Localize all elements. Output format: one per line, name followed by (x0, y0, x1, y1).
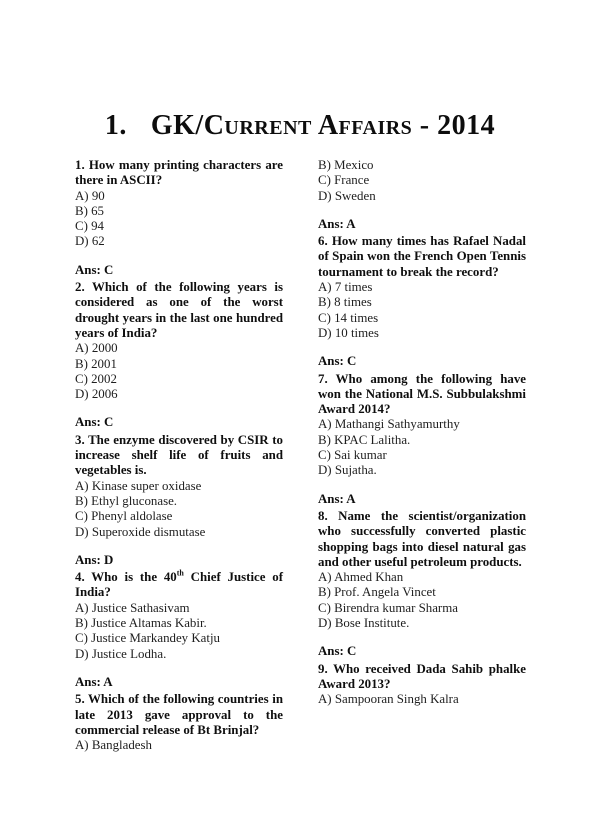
question-block-3 (75, 433, 283, 568)
option-item: D) 62 (75, 234, 105, 249)
chapter-title: GK/Current Affairs - 2014 (150, 110, 496, 141)
option-item: D) 10 times (318, 325, 379, 340)
question-block-5-continued (318, 158, 526, 232)
question-block-6 (318, 234, 526, 369)
option-item: B) KPAC Lalitha. (318, 432, 411, 447)
question-text: 7. Who among the following have won the National M.S. Subbulakshmi Award 2014? (318, 371, 526, 417)
answer-label: Ans: C (318, 644, 357, 659)
answer-label: Ans: D (75, 552, 114, 567)
page-title (0, 110, 600, 142)
option-item: C) 14 times (318, 310, 379, 325)
right-column (318, 158, 526, 753)
question-text: 5. Which of the following countries in late 2013 gave approval to the commercial release of Bt Brinjal? (75, 692, 283, 737)
option-item: B) Ethyl gluconase. (75, 493, 178, 508)
question-text: 8. Name the scientist/organization who successfully converted plastic shopping bags into diesel natural gas and other useful petroleum products. (318, 508, 526, 569)
question-block-5 (75, 692, 283, 753)
question-block-9 (318, 662, 526, 708)
question-block-8 (318, 509, 526, 660)
option-item: B) Prof. Angela Vincet (318, 585, 436, 600)
option-item: D) 2006 (75, 387, 118, 402)
option-item: A) 2000 (75, 341, 118, 356)
option-item: C) 2002 (75, 371, 117, 386)
chapter-number: 1. (104, 110, 127, 141)
option-item: A) Kinase super oxidase (75, 478, 202, 493)
option-item: C) 94 (75, 219, 105, 234)
option-item: A) Justice Sathasivam (75, 600, 190, 615)
question-text: 6. How many times has Rafael Nadal of Spain won the French Open Tennis tournament to break the record? (318, 234, 526, 279)
option-item: C) France (318, 173, 370, 188)
option-item: B) 8 times (318, 295, 372, 310)
question-text (75, 570, 283, 601)
option-item: A) Sampooran Singh Kalra (318, 692, 459, 707)
option-item: D) Bose Institute. (318, 616, 410, 631)
question-text-part: Chief Justice of India? (75, 570, 283, 600)
question-text-part: 4. Who is the 40 (75, 570, 177, 585)
two-column-layout (75, 158, 526, 753)
option-item: C) Phenyl aldolase (75, 509, 173, 524)
option-item: A) Bangladesh (75, 738, 152, 753)
option-item: D) Sweden (318, 188, 376, 203)
option-item: A) Ahmed Khan (318, 570, 404, 585)
option-item: B) Justice Altamas Kabir. (75, 616, 207, 631)
question-text: 9. Who received Dada Sahib phalke Award 2013? (318, 661, 526, 691)
answer-label: Ans: C (318, 354, 357, 369)
question-block-4 (75, 570, 283, 690)
option-item: B) 65 (75, 203, 105, 218)
question-text: 1. How many printing characters are there in ASCII? (75, 158, 283, 188)
question-text: 2. Which of the following years is considered as one of the worst drought years in the last one hundred years of India? (75, 280, 283, 340)
option-item: A) 7 times (318, 280, 373, 295)
answer-label: Ans: C (75, 262, 114, 277)
question-block-7 (318, 372, 526, 507)
option-item: D) Justice Lodha. (75, 646, 167, 661)
option-item: D) Superoxide dismutase (75, 524, 206, 539)
answer-label: Ans: A (318, 216, 356, 231)
answer-label: Ans: C (75, 415, 114, 430)
ordinal-superscript: th (176, 568, 184, 578)
option-item: C) Justice Markandey Katju (75, 631, 220, 646)
question-block-1 (75, 158, 283, 278)
left-column (75, 158, 283, 753)
option-item: B) 2001 (75, 356, 117, 371)
option-item: B) Mexico (318, 158, 374, 172)
option-item: C) Birendra kumar Sharma (318, 600, 458, 615)
option-item: C) Sai kumar (318, 448, 387, 463)
option-item: A) 90 (75, 188, 105, 203)
question-block-2 (75, 280, 283, 431)
answer-label: Ans: A (318, 491, 356, 506)
question-text: 3. The enzyme discovered by CSIR to increase shelf life of fruits and vegetables is. (75, 432, 283, 478)
option-item: D) Sujatha. (318, 463, 377, 478)
answer-label: Ans: A (75, 674, 113, 689)
option-item: A) Mathangi Sathyamurthy (318, 417, 460, 432)
